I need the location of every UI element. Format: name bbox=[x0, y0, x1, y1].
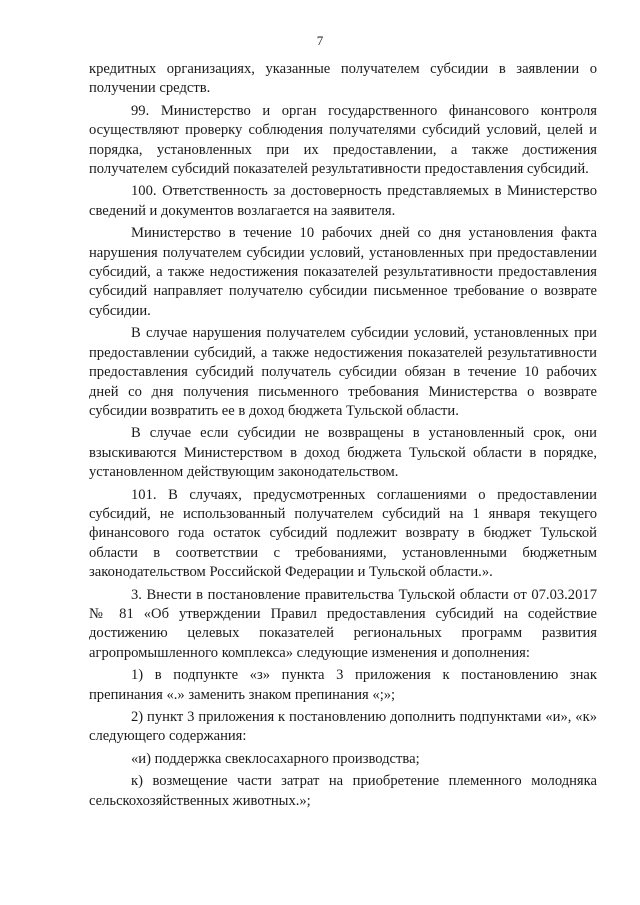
list-item-1: 1) в подпункте «з» пункта 3 приложения к постановлению знак препинания «.» заменить знаком препинания «;»; bbox=[89, 667, 597, 703]
paragraph-ministry-requirement: Министерство в течение 10 рабочих дней со дня установления факта нарушения получателем субсидии условий, установленных при предоставлении субсидий, а также недостижения показателей результативности предоставления субсидий направляет получателю субсидии письменное требование о возврате субсидии. bbox=[89, 225, 597, 319]
page-number: 7 bbox=[316, 33, 324, 48]
document-body bbox=[89, 60, 597, 811]
paragraph-101: 101. В случаях, предусмотренных соглашениями о предоставлении субсидий, не использованный получателем субсидий на 1 января текущего финансового года остаток субсидий подлежит возврату в бюджет Тульской области в соответствии с требованиями, установленными бюджетным законодательством Российской Федерации и Тульской области.». bbox=[89, 486, 597, 581]
list-item-2: 2) пункт 3 приложения к постановлению дополнить подпунктами «и», «к» следующего содержания: bbox=[89, 709, 597, 745]
paragraph-100: 100. Ответственность за достоверность представляемых в Министерство сведений и документов возлагается на заявителя. bbox=[89, 183, 597, 219]
paragraph-continuation: кредитных организациях, указанные получателем субсидии в заявлении о получении средств. bbox=[89, 61, 597, 97]
subitem-i: «и) поддержка свеклосахарного производства; bbox=[131, 750, 420, 767]
paragraph-99: 99. Министерство и орган государственного финансового контроля осуществляют проверку соблюдения получателями субсидий условий, целей и порядка, установленных при их предоставлении, а также достижения получателем субсидий показателей результативности предоставления субсидий. bbox=[89, 102, 597, 178]
paragraph-3-amendments: 3. Внести в постановление правительства Тульской области от 07.03.2017 № 81 «Об утверждении Правил предоставления субсидий на содействие достижению целевых показателей региональных программ развития агропромышленного комплекса» следующие изменения и дополнения: bbox=[89, 586, 597, 661]
paragraph-violation-return: В случае нарушения получателем субсидии условий, установленных при предоставлении субсидий, а также недостижения показателей результативности предоставления субсидий получатель субсидии обязан в течение 10 рабочих дней со дня получения письменного требования Министерства о возврате субсидии возвратить ее в доход бюджета Тульской области. bbox=[89, 325, 597, 419]
subitem-k: к) возмещение части затрат на приобретение племенного молодняка сельскохозяйственных животных.»; bbox=[89, 773, 597, 809]
paragraph-recovery: В случае если субсидии не возвращены в установленный срок, они взыскиваются Министерством в доход бюджета Тульской области в порядке, установленном действующим законодательством. bbox=[89, 425, 597, 481]
